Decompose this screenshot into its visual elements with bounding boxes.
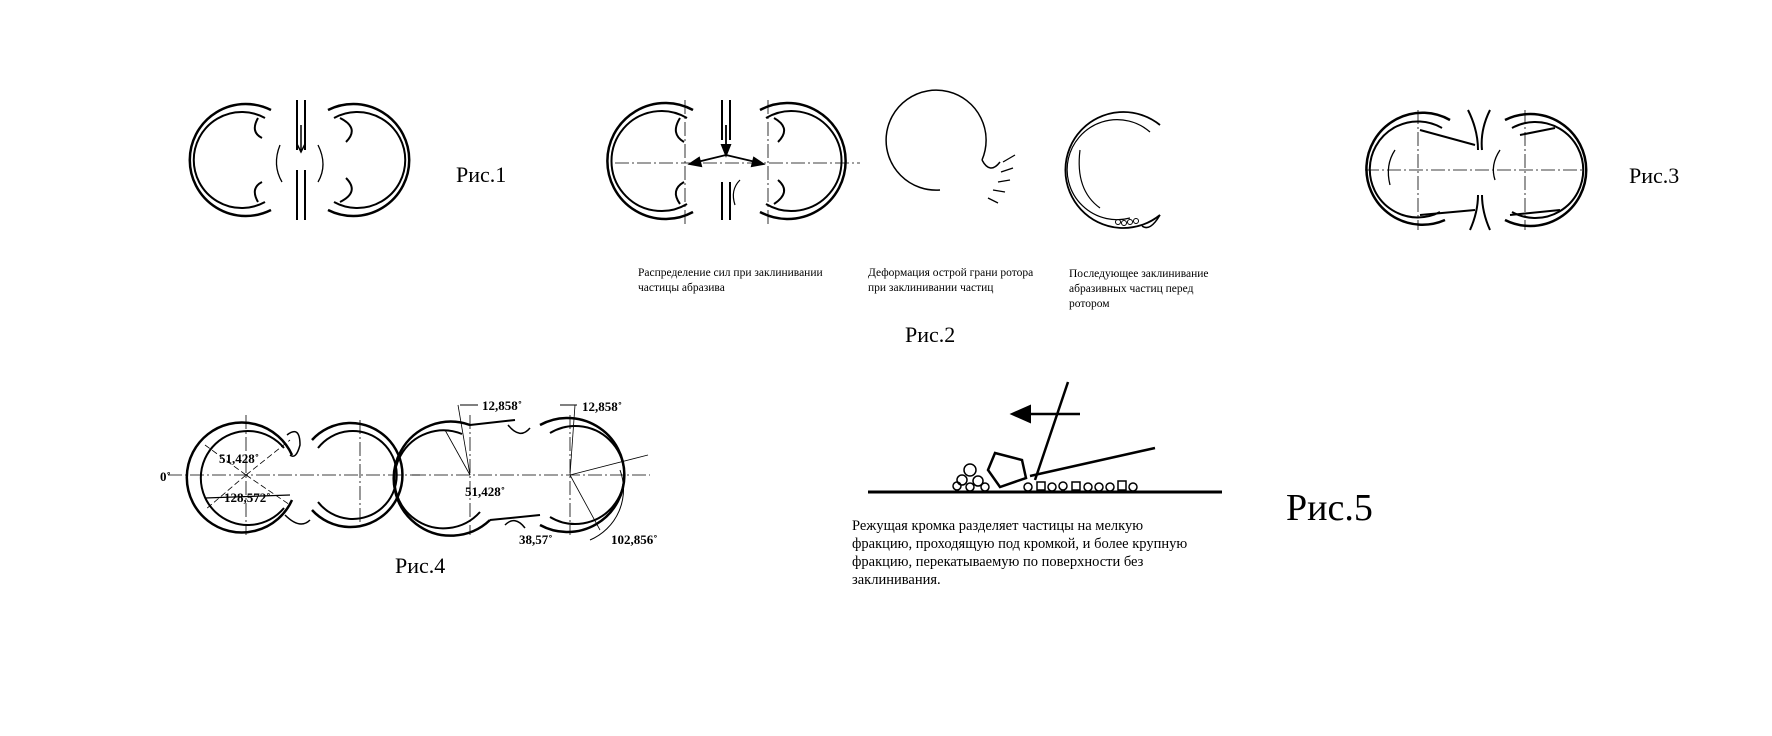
caption-line: Последующее заклинивание: [1069, 268, 1209, 280]
fig2-drawing: [607, 100, 860, 225]
fig2-caption-jamming: [1069, 267, 1209, 312]
fig3-drawing: [1365, 110, 1586, 230]
angle-label: 12,858˚: [582, 399, 623, 414]
caption-line: частицы абразива: [638, 282, 725, 294]
caption-line: ротором: [1069, 298, 1110, 310]
caption-line: Деформация острой грани ротора: [868, 267, 1034, 279]
fig2-caption-deformation: [868, 266, 1033, 296]
caption-line: фракцию, проходящую под кромкой, и более крупную: [852, 536, 1188, 552]
angle-zero: 0˚: [160, 469, 171, 484]
fig1-label: Рис.1: [456, 162, 507, 187]
angle-label: 51,428˚: [219, 451, 260, 466]
angle-label: 51,428˚: [465, 484, 506, 499]
fig4-left-drawing: [168, 415, 420, 535]
caption-line: абразивных частиц перед: [1069, 283, 1194, 295]
angle-label: 102,856˚: [611, 532, 658, 547]
fig2-label: Рис.2: [905, 322, 956, 347]
caption-line: заклинивания.: [852, 572, 941, 588]
caption-line: при заклинивании частиц: [868, 282, 994, 294]
fig1-drawing: [190, 100, 409, 220]
fig2-caption-forces: [638, 266, 823, 296]
angle-label: 12,858˚: [482, 398, 523, 413]
fig2-jamming-drawing: [1065, 112, 1160, 228]
fig2-deformation-drawing: [886, 90, 1085, 215]
angle-label: 38,57˚: [519, 532, 553, 547]
fig5-caption: [852, 517, 1187, 589]
fig3-label: Рис.3: [1629, 163, 1680, 188]
caption-line: Режущая кромка разделяет частицы на мелкую: [852, 518, 1144, 534]
fig4-label: Рис.4: [395, 553, 446, 578]
caption-line: Распределение сил при заклинивании: [638, 267, 823, 279]
fig4-right-drawing: [394, 405, 650, 540]
fig5-drawing: [868, 382, 1222, 492]
caption-line: фракцию, перекатываемую по поверхности без: [852, 554, 1144, 570]
fig5-label: Рис.5: [1286, 487, 1373, 529]
angle-label: 128,572˚: [224, 490, 271, 505]
